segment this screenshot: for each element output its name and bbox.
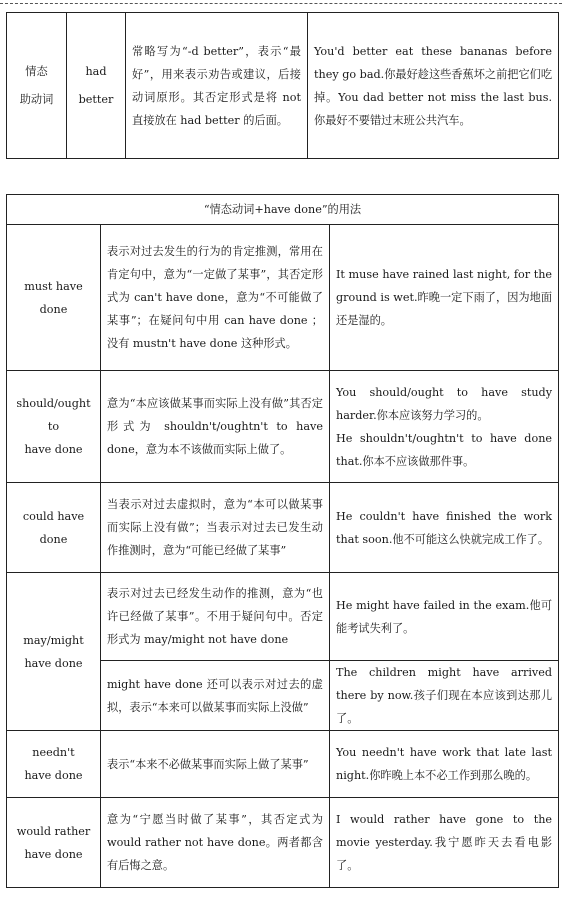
table-row	[7, 798, 559, 888]
term-cell: must have done	[7, 225, 101, 371]
usage-cell: 表示“本来不必做某事而实际上做了某事”	[101, 731, 330, 798]
term-cell: could have done	[7, 483, 101, 573]
term-cell: had better	[67, 13, 126, 159]
table-title: “情态动词+have done”的用法	[7, 195, 559, 225]
example-cell: You'd better eat these bananas before they go bad.你最好趁这些香蕉坏之前把它们吃掉。You dad better not miss the last bus.你最好不要错过末班公共汽车。	[308, 13, 559, 159]
top-dashed-rule	[0, 3, 562, 4]
term-cell: needn't have done	[7, 731, 101, 798]
example-cell: The children might have arrived there by now.孩子们现在本应该到达那儿了。	[330, 661, 559, 731]
table-header-row	[7, 195, 559, 225]
table-row	[7, 225, 559, 371]
example-cell: He couldn't have finished the work that soon.他不可能这么快就完成工作了。	[330, 483, 559, 573]
modal-have-done-table	[6, 194, 559, 888]
usage-cell: 表示对过去发生的行为的肯定推测，常用在肯定句中，意为“一定做了某事”，其否定形式为 can't have done，意为“不可能做了某事”；在疑问句中用 can have done ；没有 mustn't have done 这种形式。	[101, 225, 330, 371]
term-cell: should/ought to have done	[7, 371, 101, 483]
example-cell: You should/ought to have study harder.你本应该努力学习的。 He shouldn't/oughtn't to have done that.你本不应该做那件事。	[330, 371, 559, 483]
example-cell: He might have failed in the exam.他可能考试失利了。	[330, 573, 559, 661]
table-row	[7, 573, 559, 661]
usage-cell: 当表示对过去虚拟时，意为“本可以做某事而实际上没有做”；当表示对过去已发生动作推测时，意为“可能已经做了某事”	[101, 483, 330, 573]
term-cell: would rather have done	[7, 798, 101, 888]
usage-cell: 常略写为“-d better”，表示“最好”，用来表示劝告或建议，后接动词原形。其否定形式是将 not 直接放在 had better 的后面。	[126, 13, 308, 159]
modal-verbs-table	[6, 12, 559, 159]
table-row	[7, 371, 559, 483]
example-cell: You needn't have work that late last night.你昨晚上本不必工作到那么晚的。	[330, 731, 559, 798]
term-cell: may/might have done	[7, 573, 101, 731]
usage-cell: might have done 还可以表示对过去的虚拟，表示“本来可以做某事而实际上没做”	[101, 661, 330, 731]
example-cell: I would rather have gone to the movie yesterday.我宁愿昨天去看电影了。	[330, 798, 559, 888]
table-row	[7, 483, 559, 573]
usage-cell: 意为“本应该做某事而实际上没有做”其否定形式为 shouldn't/oughtn't to have done，意为本不该做而实际上做了。	[101, 371, 330, 483]
category-cell: 情态 助动词	[7, 13, 67, 159]
example-cell: It muse have rained last night, for the ground is wet.昨晚一定下雨了，因为地面还是湿的。	[330, 225, 559, 371]
header-tag: …	[548, 0, 556, 6]
usage-cell: 表示对过去已经发生动作的推测，意为“也许已经做了某事”。不用于疑问句中。否定形式为 may/might not have done	[101, 573, 330, 661]
table-row	[7, 13, 559, 159]
table-row	[7, 731, 559, 798]
usage-cell: 意为“宁愿当时做了某事”，其否定式为 would rather not have done。两者都含有后悔之意。	[101, 798, 330, 888]
